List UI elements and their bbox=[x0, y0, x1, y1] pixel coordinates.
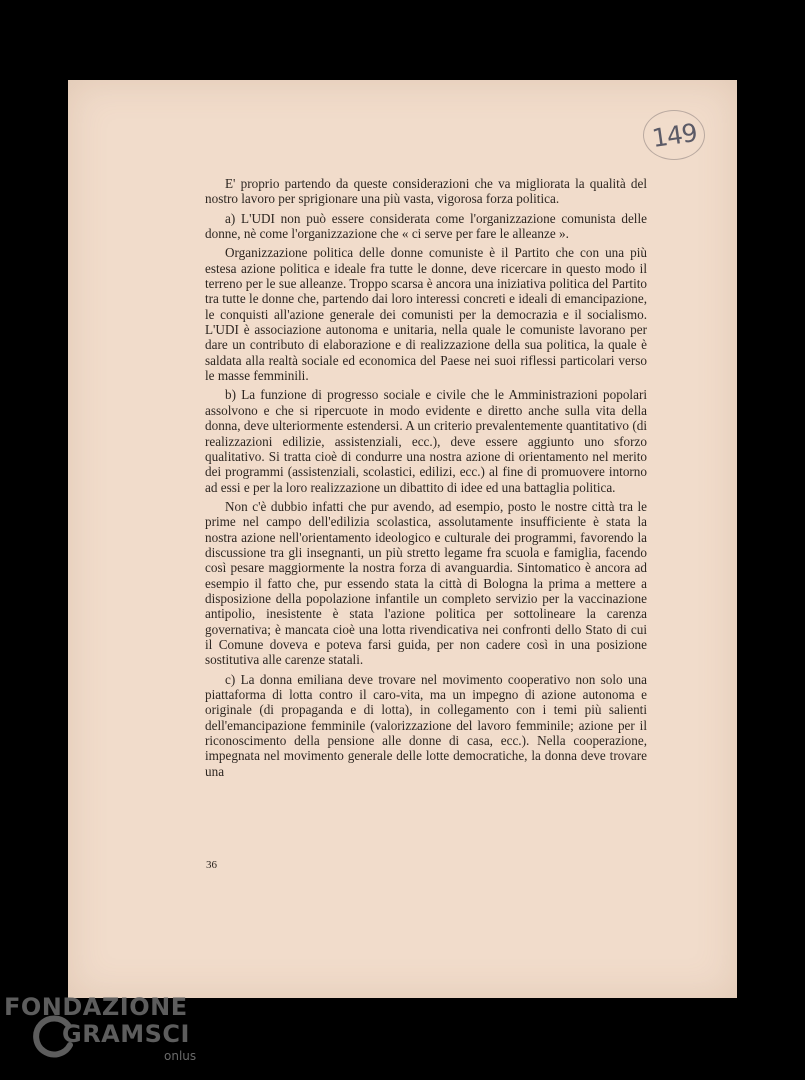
paragraph-a: a) L'UDI non può essere considerata come l'organizzazione comunista delle donne, nè come l'organizzazione che « ci serve per fare le alleanze ». bbox=[205, 210, 647, 242]
paragraph-b: b) La funzione di progresso sociale e civile che le Amministrazioni popolari assolvono e che si ripercuote in modo evidente e diretto anche sulla vita della donna, deve ulteriormente estendersi. A un criterio prevalentemente quantitativo (di realizzazioni edilizie, assistenziali, ecc.), deve essere aggiunto uno sforzo qualitativo. Si tratta cioè di condurre una nostra azione di orientamento nel merito dei programmi (assistenziali, scolastici, edilizi, ecc.) al fine di promuovere intorno ad essi e per la loro realizzazione un dibattito di idee ed una battaglia politica. bbox=[205, 387, 647, 495]
paragraph-intro: E' proprio partendo da queste considerazioni che va migliorata la qualità del nostro lavoro per sprigionare una più vasta, vigorosa forza politica. bbox=[205, 176, 647, 207]
archive-page-stamp bbox=[643, 110, 705, 160]
body-text bbox=[205, 176, 647, 783]
fondazione-gramsci-logo bbox=[4, 993, 204, 1073]
paragraph-party: Organizzazione politica delle donne comuniste è il Partito che con una più estesa azione politica e ideale fra tutte le donne, deve ricercare in questo modo il terreno per le sue alleanze. Troppo scarsa è ancora una iniziativa politica del Partito tra tutte le donne che, partendo dai loro interessi concreti e ideali di emancipazione, le conquisti all'azione generale dei comunisti per la democrazia e il socialismo. L'UDI è associazione autonoma e unitaria, nella quale le comuniste lavorano per dare un contributo di elaborazione e di realizzazione della sua politica, la quale è saldata alla realtà sociale ed economica del Paese nei suoi riflessi particolari verso le masse femminili. bbox=[205, 245, 647, 384]
logo-line-2: GRAMSCI bbox=[62, 1020, 190, 1048]
document-page bbox=[68, 80, 737, 998]
page-number: 36 bbox=[206, 859, 217, 871]
stamp-number: 149 bbox=[649, 117, 699, 153]
logo-line-3: onlus bbox=[164, 1049, 197, 1063]
paragraph-example: Non c'è dubbio infatti che pur avendo, ad esempio, posto le nostre città tra le prime nel campo dell'edilizia scolastica, assolutamente insufficiente è stata la nostra azione nell'orientamento ideologico e culturale dei programmi, favorendo la discussione tra gli insegnanti, un più stretto legame fra scuola e famiglia, facendo così pesare maggiormente la nostra forza di avanguardia. Sintomatico è ancora ad esempio il fatto che, pur essendo stata la città di Bologna la prima a mettere a disposizione della popolazione infantile un completo servizio per la vaccinazione antipolio, inesistente è stata l'azione politica per sottolineare la carenza governativa; è mancata cioè una lotta rivendicativa nei confronti dello Stato di cui il Comune doveva e poteva farsi guida, per non cadere così in una posizione sostitutiva alle carenze statali. bbox=[205, 498, 647, 668]
paragraph-c: c) La donna emiliana deve trovare nel movimento cooperativo non solo una piattaforma di lotta contro il caro-vita, ma un impegno di azione autonoma e originale (di propaganda e di lotta), in collegamento con i temi più salienti dell'emancipazione femminile (valorizzazione del lavoro femminile; azione per il riconoscimento della pensione alle donne di casa, ecc.). Nella cooperazione, impegnata nel movimento generale delle lotte democratiche, la donna deve trovare una bbox=[205, 671, 647, 779]
logo-line-1: FONDAZIONE bbox=[4, 993, 188, 1021]
